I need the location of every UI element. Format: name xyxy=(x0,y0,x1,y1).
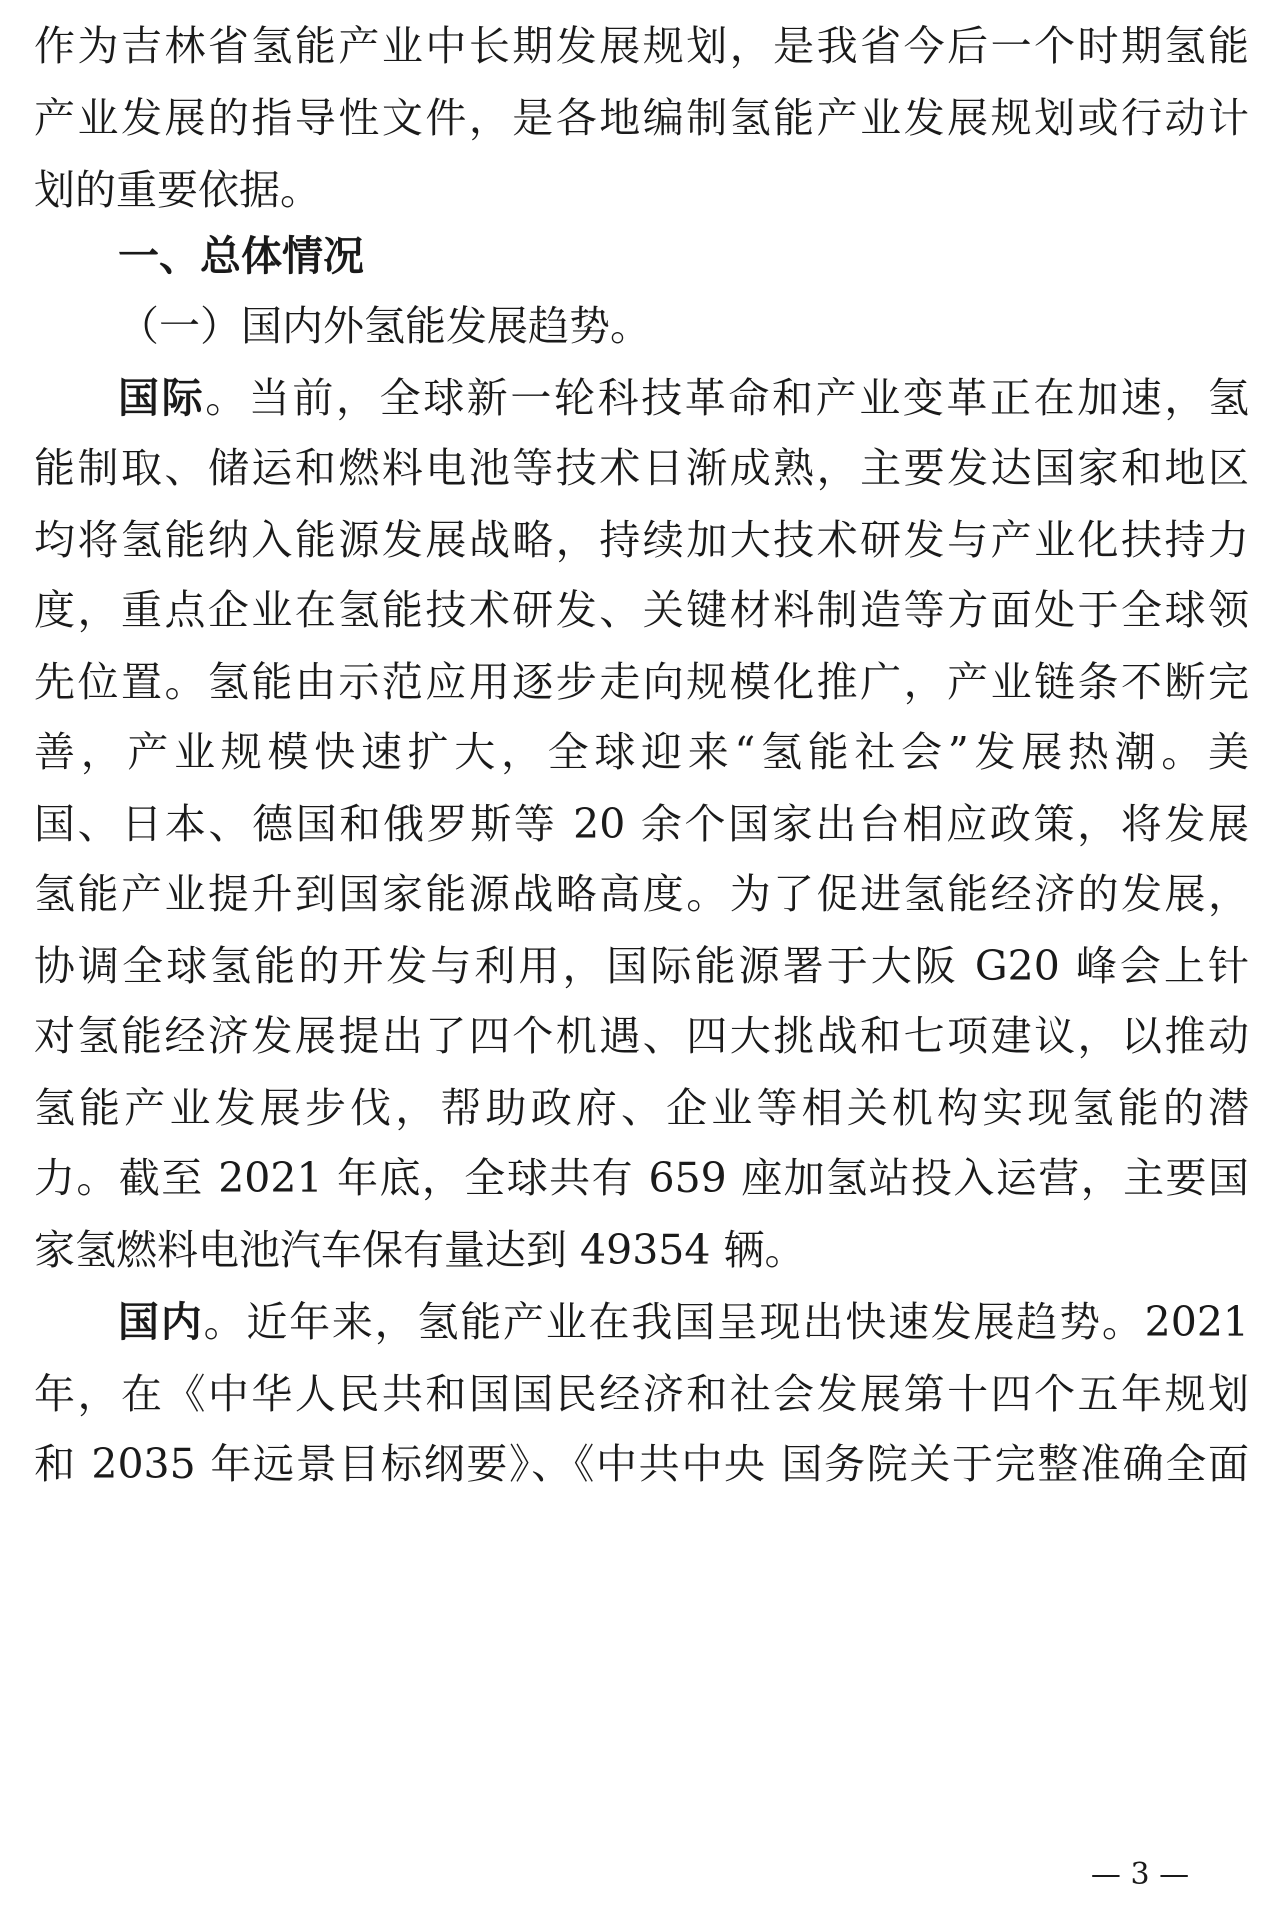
paragraph-line: 氢能产业提升到国家能源战略高度。为了促进氢能经济的发展， xyxy=(34,870,1249,918)
paragraph-line: 国、日本、德国和俄罗斯等 20 余个国家出台相应政策，将发展 xyxy=(34,800,1249,848)
paragraph-line: 力。截至 2021 年底，全球共有 659 座加氢站投入运营，主要国 xyxy=(34,1154,1249,1202)
paragraph-line: 能制取、储运和燃料电池等技术日渐成熟，主要发达国家和地区 xyxy=(34,444,1249,492)
paragraph-line: 先位置。氢能由示范应用逐步走向规模化推广，产业链条不断完 xyxy=(34,658,1249,706)
paragraph-line: 均将氢能纳入能源发展战略，持续加大技术研发与产业化扶持力 xyxy=(34,516,1249,564)
international-first-line-text: 。当前，全球新一轮科技革命和产业变革正在加速，氢 xyxy=(205,374,1250,422)
paragraph-line: 产业发展的指导性文件，是各地编制氢能产业发展规划或行动计 xyxy=(34,94,1249,142)
page-number: — 3 — xyxy=(1090,1857,1190,1892)
paragraph-line: 协调全球氢能的开发与利用，国际能源署于大阪 G20 峰会上针 xyxy=(34,942,1249,990)
paragraph-line: 家氢燃料电池汽车保有量达到 49354 辆。 xyxy=(34,1226,806,1274)
paragraph-line: 和 2035 年远景目标纲要》、《中共中央 国务院关于完整准确全面 xyxy=(34,1440,1249,1488)
subsection-heading: （一）国内外氢能发展趋势。 xyxy=(118,302,651,350)
paragraph-line: 划的重要依据。 xyxy=(34,166,321,214)
paragraph-line: 对氢能经济发展提出了四个机遇、四大挑战和七项建议，以推动 xyxy=(34,1012,1249,1060)
paragraph-line: 度，重点企业在氢能技术研发、关键材料制造等方面处于全球领 xyxy=(34,586,1249,634)
international-lead: 国际 xyxy=(118,374,206,422)
paragraph-line: 年，在《中华人民共和国国民经济和社会发展第十四个五年规划 xyxy=(34,1370,1249,1418)
paragraph-line: 氢能产业发展步伐，帮助政府、企业等相关机构实现氢能的潜 xyxy=(34,1084,1249,1132)
paragraph-line: 善，产业规模快速扩大，全球迎来“氢能社会”发展热潮。美 xyxy=(34,728,1249,776)
paragraph-line: 作为吉林省氢能产业中长期发展规划，是我省今后一个时期氢能 xyxy=(34,22,1249,70)
section-heading: 一、总体情况 xyxy=(118,232,364,280)
domestic-lead: 国内 xyxy=(118,1298,204,1346)
domestic-first-line-text: 。近年来，氢能产业在我国呈现出快速发展趋势。2021 xyxy=(203,1298,1250,1346)
